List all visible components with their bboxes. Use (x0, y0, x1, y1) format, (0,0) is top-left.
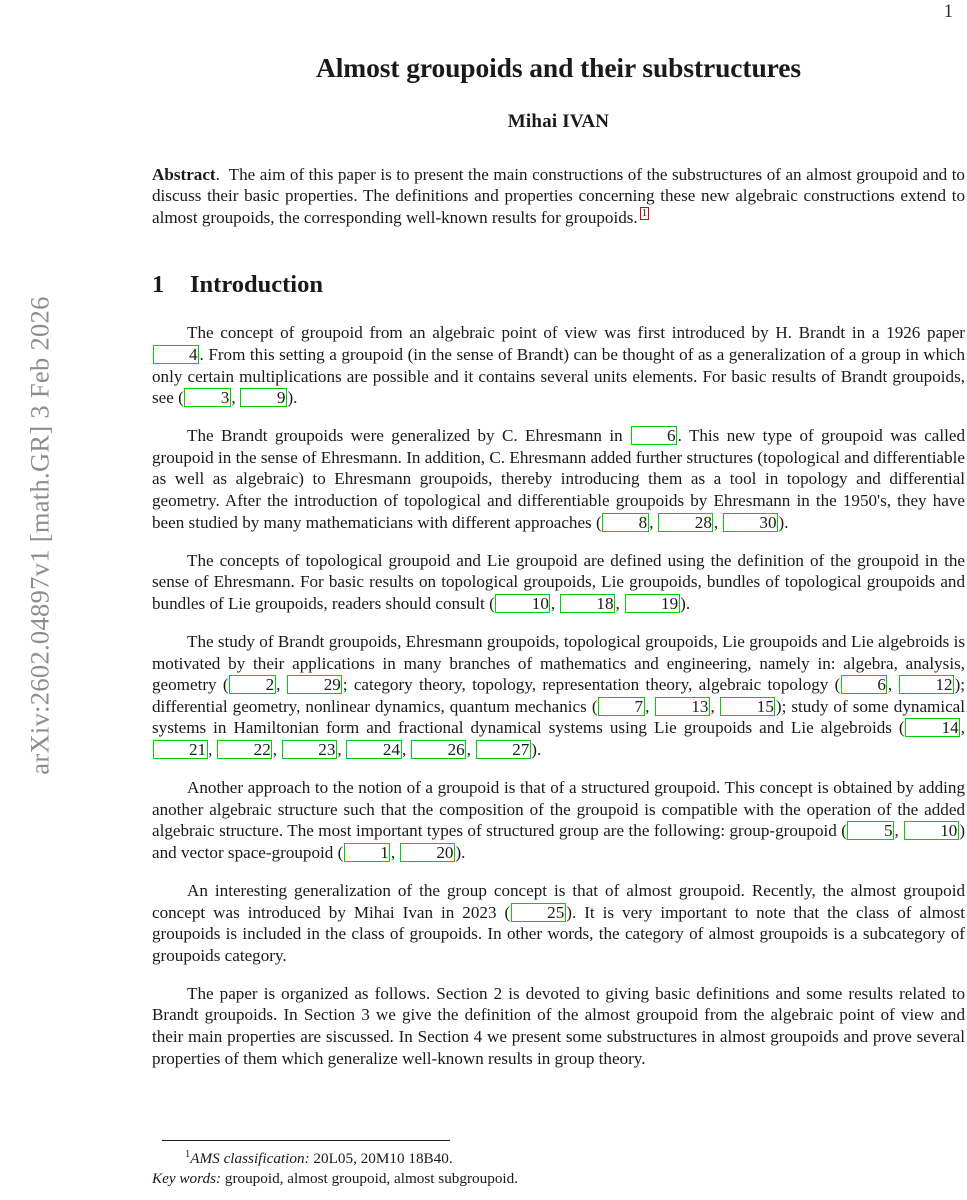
abstract-text: The aim of this paper is to present the main constructions of the substructures of an almost groupoid and to discuss their basic properties. The definitions and properties concerning these new algebraic constructions extend to almost groupoids, the corresponding well-known results for groupoids. (152, 164, 965, 227)
citation-link[interactable]: 22 (217, 740, 272, 759)
citation-link[interactable]: 3 (184, 388, 231, 407)
citation-link[interactable]: 2 (229, 675, 276, 694)
body-paragraph: An interesting generalization of the group concept is that of almost groupoid. Recently, the almost groupoid concept was introduced by Mihai Ivan in 2023 ( 25 ). It is very important to note that the class of almost groupoids is included in the class of groupoids. In other words, the category of almost groupoids is a subcategory of groupoids category. (152, 880, 965, 965)
footnote-superscript: 1 (185, 1148, 191, 1160)
author-name: Mihai IVAN (507, 110, 610, 132)
page-content (152, 0, 965, 1200)
citation-link[interactable]: 13 (655, 697, 710, 716)
citation-link[interactable]: 23 (282, 740, 337, 759)
footnote-keywords-label: Key words: (152, 1169, 222, 1187)
citation-link[interactable]: 10 (904, 821, 959, 840)
citation-link[interactable]: 4 (153, 345, 200, 364)
footnote-marker-link[interactable]: 1 (641, 207, 648, 220)
citation-link[interactable]: 14 (905, 718, 960, 737)
section-number: 1 (152, 271, 165, 299)
footnote-keywords-value: groupoid, almost groupoid, almost subgroupoid. (221, 1169, 519, 1187)
citation-link[interactable]: 7 (598, 697, 645, 716)
body-paragraph: The Brandt groupoids were generalized by C. Ehresmann in 6 . This new type of groupoid was called groupoid in the sense of Ehresmann. In addition, C. Ehresmann added further structures (topological and differentiable as well as algebraic) to Ehresmann groupoids, thereby introducing them as a tool in topology and differential geometry. After the introduction of topological and differentiable groupoids by Ehresmann in the 1950's, they have been studied by many mathematicians with different approaches ( 8 , 28 , 30 ). (152, 426, 966, 532)
page-title: Almost groupoids and their substructures (316, 52, 801, 83)
footnote-rule (162, 1140, 450, 1141)
citation-link[interactable]: 19 (625, 594, 680, 613)
citation-link[interactable]: 21 (153, 740, 208, 759)
citation-link[interactable]: 8 (602, 513, 649, 532)
section-heading (152, 272, 965, 299)
citation-link[interactable]: 29 (287, 675, 342, 694)
citation-link[interactable]: 9 (240, 388, 287, 407)
body-paragraph: The paper is organized as follows. Section 2 is devoted to giving basic definitions and some results related to Brandt groupoids. In Section 3 we give the definition of the almost groupoid from the algebraic point of view and their main properties are siscussed. In Section 4 we present some substructures in almost groupoids and prove several properties of them which generalize well-known results in group theory. (152, 983, 965, 1068)
footnote-block (152, 1140, 965, 1188)
citation-link[interactable]: 12 (899, 675, 954, 694)
citation-link[interactable]: 18 (560, 594, 615, 613)
citation-link[interactable]: 24 (346, 740, 401, 759)
paragraph-container (152, 322, 965, 1069)
abstract-label: Abstract (152, 164, 216, 184)
citation-link[interactable]: 28 (658, 513, 713, 532)
footnote-line-ams (152, 1145, 965, 1169)
footnote-line-keywords (152, 1169, 965, 1189)
citation-link[interactable]: 6 (841, 675, 888, 694)
citation-link[interactable]: 15 (720, 697, 775, 716)
citation-link[interactable]: 27 (476, 740, 531, 759)
citation-link[interactable]: 30 (723, 513, 778, 532)
footnote-ams-value: 20L05, 20M10 18B40. (309, 1150, 453, 1167)
section-title: Introduction (190, 271, 323, 299)
footnote-ams-label: AMS classification: (190, 1150, 310, 1167)
page-number: 1 (943, 2, 953, 22)
arxiv-stamp: arXiv:2602.04897v1 [math.GR] 3 Feb 2026 (24, 296, 55, 775)
body-paragraph: Another approach to the notion of a groupoid is that of a structured groupoid. This concept is obtained by adding another algebraic structure such that the composition of the groupoid is compatible with the operation of the added algebraic structure. The most important types of structured group are the following: group-groupoid ( 5 , 10 ) and vector space-groupoid ( 1 , 20 ). (152, 778, 966, 862)
citation-link[interactable]: 26 (411, 740, 466, 759)
citation-link[interactable]: 5 (847, 821, 894, 840)
body-paragraph: The study of Brandt groupoids, Ehresmann groupoids, topological groupoids, Lie groupoids and Lie algebroids is motivated by their applications in many branches of mathematics and engineering, namely in: algebra, analysis, geometry ( 2 , 29 ; category theory, topology, representation theory, algebraic topology ( 6 , 12 ); differential geometry, nonlinear dynamics, quantum mechanics ( 7 , 13 , 15 ); study of some dynamical systems in Hamiltonian form and fractional dynamical systems using Lie groupoids and Lie algebroids ( 14 , 21 , 22 , 23 , 24 , 26 , 27 ). (152, 631, 966, 759)
abstract-block (152, 164, 965, 229)
citation-link[interactable]: 20 (400, 843, 455, 862)
citation-link[interactable]: 10 (495, 594, 550, 613)
citation-link[interactable]: 25 (511, 903, 566, 922)
citation-link[interactable]: 6 (631, 426, 678, 445)
citation-link[interactable]: 1 (344, 843, 391, 862)
body-paragraph: The concept of groupoid from an algebraic point of view was first introduced by H. Brandt in a 1926 paper 4 . From this setting a groupoid (in the sense of Brandt) can be thought of as a generalization of a group in which only certain multiplications are possible and it contains several units elements. For basic results of Brandt groupoids, see ( 3 , 9 ). (152, 323, 965, 408)
abstract-label-suffix: . (215, 164, 220, 184)
body-paragraph: The concepts of topological groupoid and Lie groupoid are defined using the definition of the groupoid in the sense of Ehresmann. For basic results on topological groupoids, Lie groupoids, bundles of topological groupoids and bundles of Lie groupoids, readers should consult ( 10 , 18 , 19 ). (152, 550, 965, 613)
